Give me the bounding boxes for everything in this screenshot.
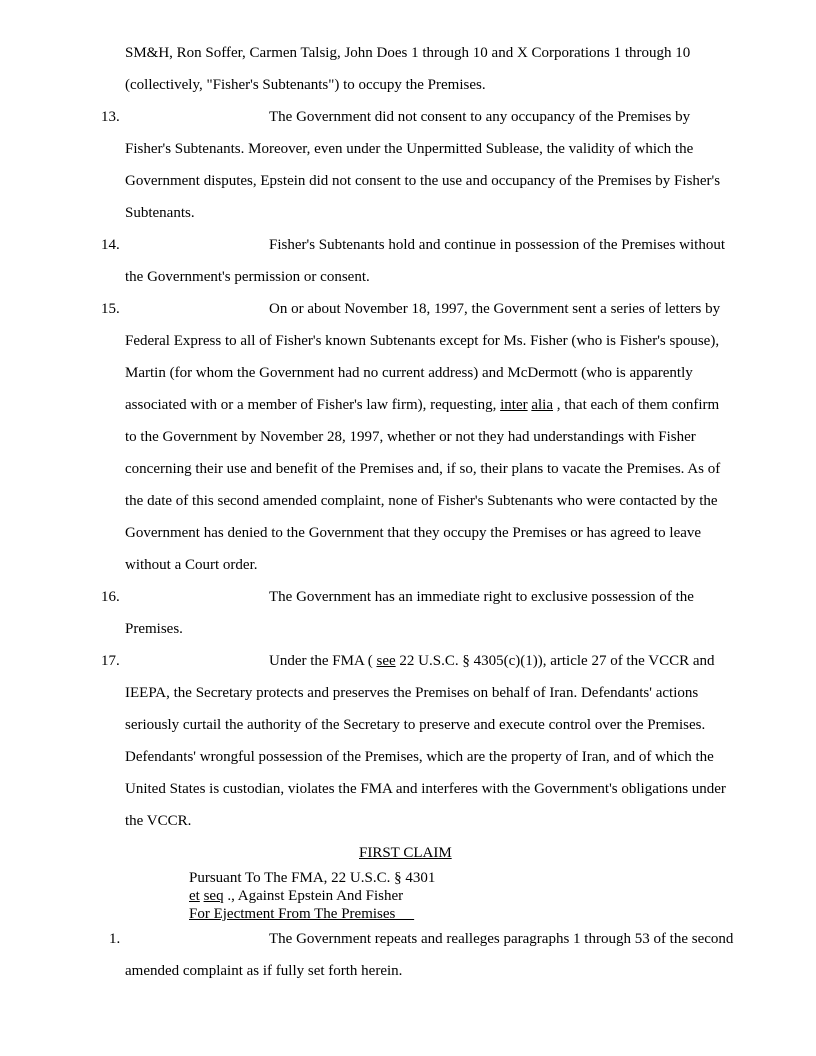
body-text-line: amended complaint as if fully set forth herein. [125,963,403,979]
italic-term: alia [531,397,554,413]
body-text-line: The Government has an immediate right to exclusive possession of the [269,589,694,605]
body-text-line: On or about November 18, 1997, the Government sent a series of letters by [269,301,721,317]
claim-subheading-line [189,887,403,905]
body-text-line: without a Court order. [125,557,258,573]
italic-term: seq [203,888,224,904]
body-text-line: concerning their use and benefit of the Premises and, if so, their plans to vacate the Premises. As of [125,461,721,477]
text-segment: associated with or a member of Fisher's law firm), requesting, [125,397,501,413]
paragraph-number: 15. [101,301,120,317]
body-text-line: Subtenants. [125,205,195,221]
body-text-line: the date of this second amended complaint, none of Fisher's Subtenants who were contacted by the [125,493,718,509]
body-text-line: Fisher's Subtenants. Moreover, even under the Unpermitted Sublease, the validity of which the [125,141,694,157]
paragraph-number: 1. [109,931,121,947]
body-text-line: SM&H, Ron Soffer, Carmen Talsig, John Does 1 through 10 and X Corporations 1 through 10 [125,45,691,61]
body-text-line: seriously curtail the authority of the Secretary to preserve and execute control over the Premises. [125,717,706,733]
italic-term: et [189,888,200,904]
body-text-line: the Government's permission or consent. [125,269,370,285]
body-text-line: Martin (for whom the Government had no current address) and McDermott (who is apparently [125,365,693,381]
text-segment: 22 U.S.C. § 4305(c)(1)), article 27 of the VCCR and [395,653,715,669]
italic-term: inter [500,397,528,413]
body-text-line: the VCCR. [125,813,192,829]
claim-subheading-line: Pursuant To The FMA, 22 U.S.C. § 4301 [189,870,436,886]
claim-heading: FIRST CLAIM [359,845,452,861]
body-text-line: to the Government by November 28, 1997, whether or not they had understandings with Fisher [125,429,696,445]
body-text-line: (collectively, "Fisher's Subtenants") to occupy the Premises. [125,77,486,93]
body-text-line: Defendants' wrongful possession of the Premises, which are the property of Iran, and of which the [125,749,714,765]
body-text-line: The Government did not consent to any occupancy of the Premises by [269,109,691,125]
claim-subheading-line: For Ejectment From The Premises [189,906,415,922]
text-segment: Under the FMA ( [269,653,377,669]
body-text-line: IEEPA, the Secretary protects and preserves the Premises on behalf of Iran. Defendants' actions [125,685,699,701]
italic-term: see [376,653,396,669]
paragraph-number: 17. [101,653,120,669]
body-text-line [125,396,719,414]
body-text-line: Premises. [125,621,183,637]
paragraph-number: 13. [101,109,120,125]
body-text-line: The Government repeats and realleges paragraphs 1 through 53 of the second [269,931,734,947]
paragraph-number: 14. [101,237,120,253]
text-segment: ., Against Epstein And Fisher [223,888,404,904]
body-text-line: Federal Express to all of Fisher's known Subtenants except for Ms. Fisher (who is Fisher's spouse), [125,333,720,349]
body-text-line [269,652,715,670]
body-text-line: Government disputes, Epstein did not consent to the use and occupancy of the Premises by Fisher's [125,173,721,189]
paragraph-number: 16. [101,589,120,605]
body-text-line: Government has denied to the Government that they occupy the Premises or has agreed to leave [125,525,702,541]
body-text-line: Fisher's Subtenants hold and continue in possession of the Premises without [269,237,726,253]
body-text-line: United States is custodian, violates the FMA and interferes with the Government's obligations under [125,781,726,797]
text-segment: , that each of them confirm [553,397,720,413]
